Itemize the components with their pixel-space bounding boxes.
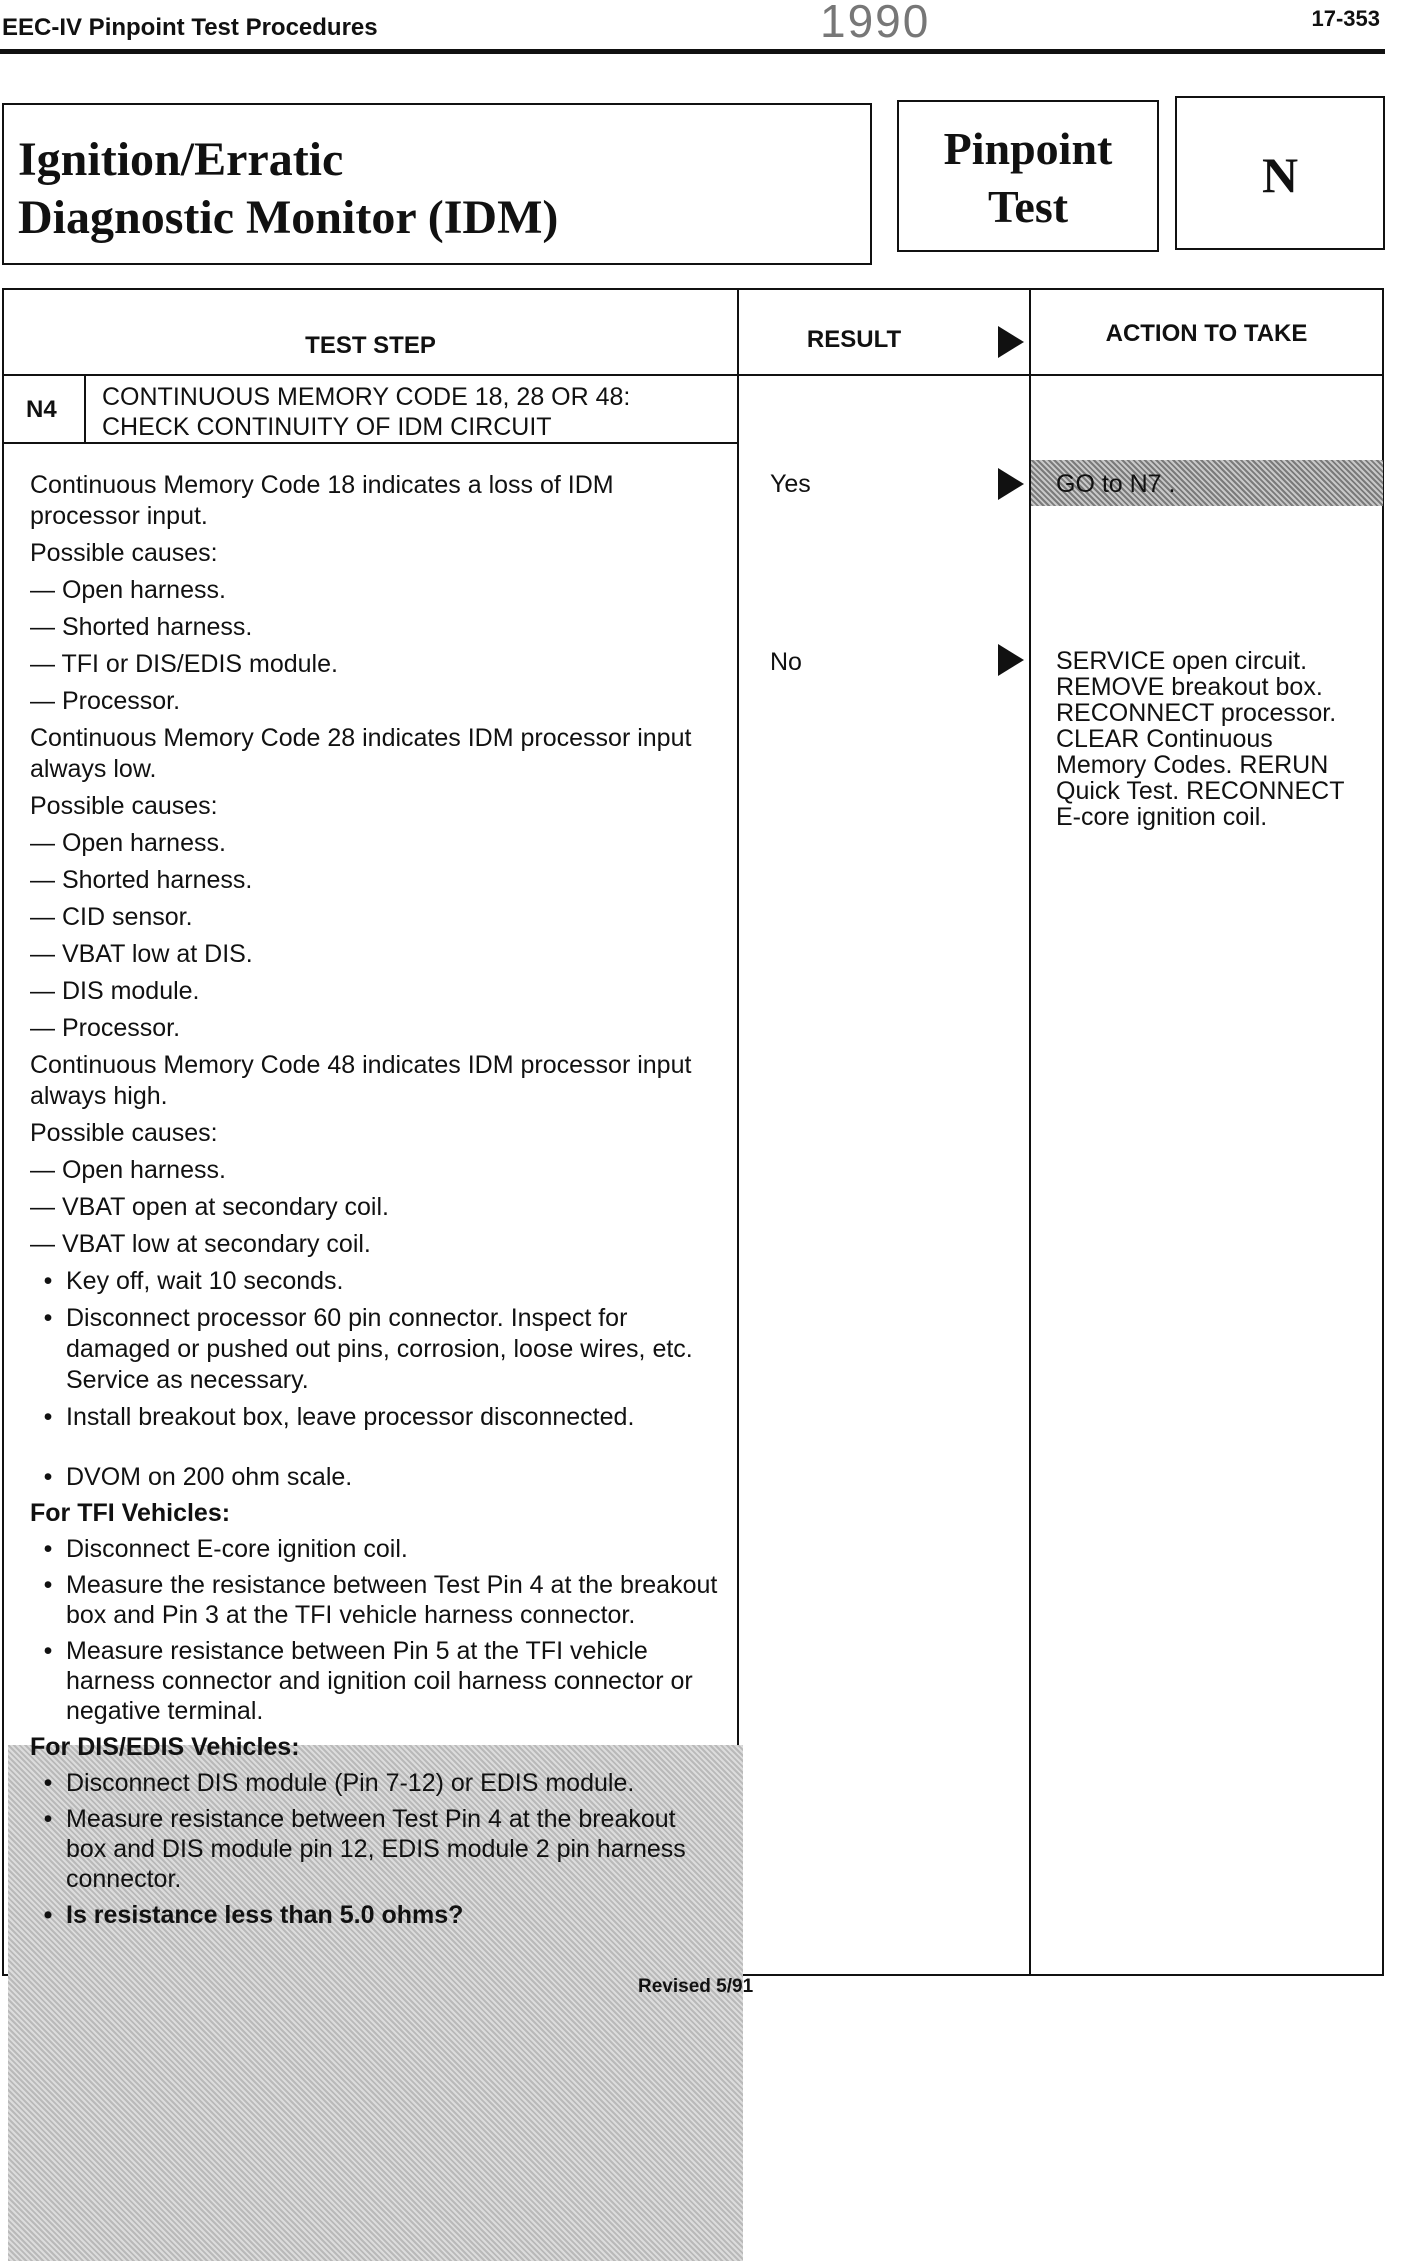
bullet-item: • Measure resistance between Test Pin 4 at the breakout box and DIS module pin 12, EDIS module 2 pin harness connector. bbox=[30, 1804, 720, 1894]
title-line-2: Diagnostic Monitor (IDM) bbox=[18, 191, 559, 244]
column-header-test-step: TEST STEP bbox=[305, 332, 436, 359]
code-28-text: Continuous Memory Code 28 indicates IDM processor input always low. bbox=[30, 724, 692, 783]
cause-item: — TFI or DIS/EDIS module. bbox=[30, 650, 338, 678]
title-line-1: Ignition/Erratic bbox=[18, 133, 344, 186]
bullet-item: • Key off, wait 10 seconds. bbox=[30, 1266, 700, 1297]
test-letter-box: N bbox=[1175, 96, 1385, 250]
causes-label: Possible causes: bbox=[30, 792, 218, 820]
col-divider-1 bbox=[737, 290, 739, 1974]
code-18-text: Continuous Memory Code 18 indicates a loss of IDM processor input. bbox=[30, 471, 614, 530]
step-title-line-2: CHECK CONTINUITY OF IDM CIRCUIT bbox=[102, 413, 552, 441]
bullet-item: • Disconnect processor 60 pin connector. Inspect for damaged or pushed out pins, corrosion, loose wires, etc. Service as necessary. bbox=[30, 1303, 700, 1396]
section-header: EEC-IV Pinpoint Test Procedures bbox=[2, 14, 378, 41]
pinpoint-label: Pinpoint bbox=[943, 123, 1113, 174]
header-rule bbox=[0, 49, 1385, 54]
bullet-item: • Measure the resistance between Test Pin 4 at the breakout box and Pin 3 at the TFI vehicle harness connector. bbox=[30, 1570, 720, 1630]
page-number: 17-353 bbox=[1311, 6, 1380, 31]
question-item: • Is resistance less than 5.0 ohms? bbox=[30, 1900, 720, 1930]
cause-item: — Processor. bbox=[30, 1014, 181, 1042]
cause-item: — Open harness. bbox=[30, 1156, 226, 1184]
shaded-instructions bbox=[30, 1462, 720, 1930]
cause-item: — VBAT open at secondary coil. bbox=[30, 1193, 389, 1221]
dis-label: For DIS/EDIS Vehicles: bbox=[30, 1733, 300, 1761]
action-no: SERVICE open circuit. REMOVE breakout box. RECONNECT processor. CLEAR Continuous Memory Codes. RERUN Quick Test. RECONNECT E-core ignition coil. bbox=[1056, 647, 1345, 831]
causes-label: Possible causes: bbox=[30, 539, 218, 567]
cause-item: — CID sensor. bbox=[30, 903, 193, 931]
code-48-text: Continuous Memory Code 48 indicates IDM processor input always high. bbox=[30, 1051, 692, 1110]
cause-item: — Shorted harness. bbox=[30, 866, 253, 894]
page-title bbox=[18, 131, 558, 247]
revision-footer: Revised 5/91 bbox=[638, 1976, 754, 1997]
step-title bbox=[102, 382, 630, 442]
action-yes: GO to N7 . bbox=[1056, 470, 1176, 498]
tfi-label: For TFI Vehicles: bbox=[30, 1499, 231, 1527]
cause-item: — VBAT low at secondary coil. bbox=[30, 1230, 371, 1258]
test-label: Test bbox=[987, 181, 1069, 232]
arrow-icon bbox=[998, 326, 1024, 363]
cause-item: — Shorted harness. bbox=[30, 613, 253, 641]
step-instructions bbox=[30, 470, 700, 1439]
step-title-line-1: CONTINUOUS MEMORY CODE 18, 28 OR 48: bbox=[102, 383, 631, 411]
cause-item: — VBAT low at DIS. bbox=[30, 940, 253, 968]
cause-item: — DIS module. bbox=[30, 977, 200, 1005]
bullet-item: • Disconnect E-core ignition coil. bbox=[30, 1534, 720, 1564]
bullet-item: • DVOM on 200 ohm scale. bbox=[30, 1462, 720, 1492]
pinpoint-test-box bbox=[897, 100, 1159, 252]
title-box bbox=[2, 103, 872, 265]
bullet-item: • Install breakout box, leave processor disconnected. bbox=[30, 1402, 700, 1433]
cause-item: — Open harness. bbox=[30, 576, 226, 604]
bullet-item: • Disconnect DIS module (Pin 7-12) or EDIS module. bbox=[30, 1768, 720, 1798]
cause-item: — Open harness. bbox=[30, 829, 226, 857]
result-no: No bbox=[770, 648, 802, 676]
arrow-icon bbox=[998, 644, 1024, 681]
column-header-action: ACTION TO TAKE bbox=[1105, 320, 1308, 347]
causes-label: Possible causes: bbox=[30, 1119, 218, 1147]
step-id-divider bbox=[84, 374, 86, 442]
step-row-divider bbox=[4, 442, 739, 444]
header-row-divider bbox=[4, 374, 1382, 376]
result-yes: Yes bbox=[770, 470, 811, 498]
year-label: 1990 bbox=[820, 0, 931, 47]
arrow-icon bbox=[998, 468, 1024, 505]
column-header-result: RESULT bbox=[806, 326, 902, 353]
cause-item: — Processor. bbox=[30, 687, 181, 715]
step-id: N4 bbox=[26, 396, 57, 423]
col-divider-2 bbox=[1029, 290, 1031, 1974]
bullet-item: • Measure resistance between Pin 5 at the TFI vehicle harness connector and ignition coil harness connector or negative terminal. bbox=[30, 1636, 720, 1726]
